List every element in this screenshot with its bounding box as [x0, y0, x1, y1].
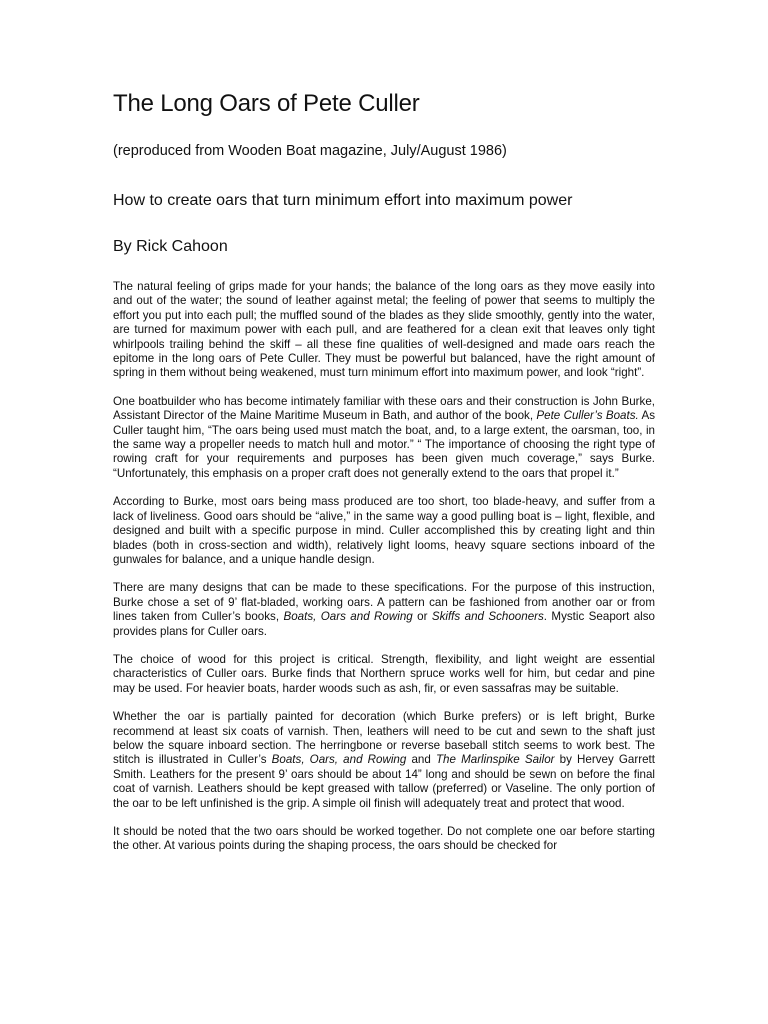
body-paragraph — [113, 395, 655, 481]
paragraph-text: It should be noted that the two oars should be worked together. Do not complete one oar before starting the other. At various points during the shaping process, the oars should be checked for — [113, 825, 655, 853]
paragraph-text: According to Burke, most oars being mass produced are too short, too blade-heavy, and suffer from a lack of liveliness. Good oars should be “alive,” in the same way a good pulling boat is – light, flexible, and designed and built with a specific purpose in mind. Culler accomplished this by creating light and thin blades (both in cross-section and width), relatively light looms, heavy square sections inboard of the gunwales for balance, and a unique handle design. — [113, 495, 655, 566]
source-note: (reproduced from Wooden Boat magazine, July/August 1986) — [113, 143, 507, 159]
italic-title-text: Skiffs and Schooners — [431, 610, 544, 624]
italic-title-text: Pete Culler’s Boats. — [536, 409, 639, 423]
paragraph-text: One boatbuilder who has become intimately familiar with these oars and their construction is John Burke, Assistant Director of the Maine Maritime Museum in Bath, and author of the book, — [113, 394, 655, 423]
paragraph-text: As Culler taught him, “The oars being used must match the boat, and, to a large extent, the oarsman, too, in the same way a propeller needs to match hull and motor.” “ The importance of choosing the right type of rowing craft for your requirements and purposes has been given much coverage,” says Burke. “Unfortunately, this emphasis on a proper craft does not generally extend to the oars that propel it.” — [113, 409, 655, 480]
paragraph-text: . Mystic Seaport also provides plans for Culler oars. — [113, 610, 655, 638]
paragraph-text: There are many designs that can be made to these specifications. For the purpose of this instruction, Burke chose a set of 9’ flat-bladed, working oars. A pattern can be fashioned from another oar or from lines taken from Culler’s books, — [113, 581, 655, 624]
italic-title-text: The Marlinspike Sailor — [435, 753, 555, 767]
italic-title-text: Boats, Oars and Rowing — [283, 610, 413, 624]
italic-title-text: Boats, Oars, and Rowing — [271, 753, 407, 767]
body-paragraph — [113, 710, 655, 811]
article-subtitle: How to create oars that turn minimum effort into maximum power — [113, 192, 573, 209]
body-paragraph — [113, 825, 655, 854]
paragraph-text: and — [406, 753, 436, 767]
document-page — [113, 88, 655, 868]
byline: By Rick Cahoon — [113, 238, 228, 255]
article-body — [113, 280, 655, 854]
paragraph-text: by Hervey Garrett Smith. Leathers for the present 9’ oars should be about 14” long and should be sewn on before the final coat of varnish. Leathers should be kept greased with tallow (preferred) or Vaseline. The only portion of the oar to be left unfinished is the grip. A simple oil finish will adequately treat and protect that wood. — [113, 753, 655, 810]
body-paragraph — [113, 280, 655, 381]
body-paragraph — [113, 653, 655, 696]
body-paragraph — [113, 581, 655, 639]
body-paragraph — [113, 495, 655, 567]
paragraph-text: or — [412, 610, 432, 624]
paragraph-text: The natural feeling of grips made for your hands; the balance of the long oars as they move easily into and out of the water; the sound of leather against metal; the feeling of power that seems to multiply the effort you put into each pull; the muffled sound of the blades as they slide smoothly, gently into the water, are turned for maximum power with each pull, and are feathered for a clean exit that leaves only tight whirlpools trailing behind the skiff – all these fine qualities of well-designed and made oars reach the epitome in the long oars of Pete Culler. They must be powerful but balanced, have the right amount of spring in them without being weakened, must turn minimum effort into maximum power, and look “right”. — [113, 280, 655, 380]
page-title: The Long Oars of Pete Culler — [113, 90, 420, 117]
paragraph-text: Whether the oar is partially painted for decoration (which Burke prefers) or is left bright, Burke recommend at least six coats of varnish. Then, leathers will need to be cut and sewn to the shaft just below the square inboard section. The herringbone or reverse baseball stitch seems to work best. The stitch is illustrated in Culler’s — [113, 710, 655, 767]
paragraph-text: The choice of wood for this project is critical. Strength, flexibility, and light weight are essential characteristics of Culler oars. Burke finds that Northern spruce works well for him, but cedar and pine may be used. For heavier boats, harder woods such as ash, fir, or even sassafras may be suitable. — [113, 652, 655, 695]
